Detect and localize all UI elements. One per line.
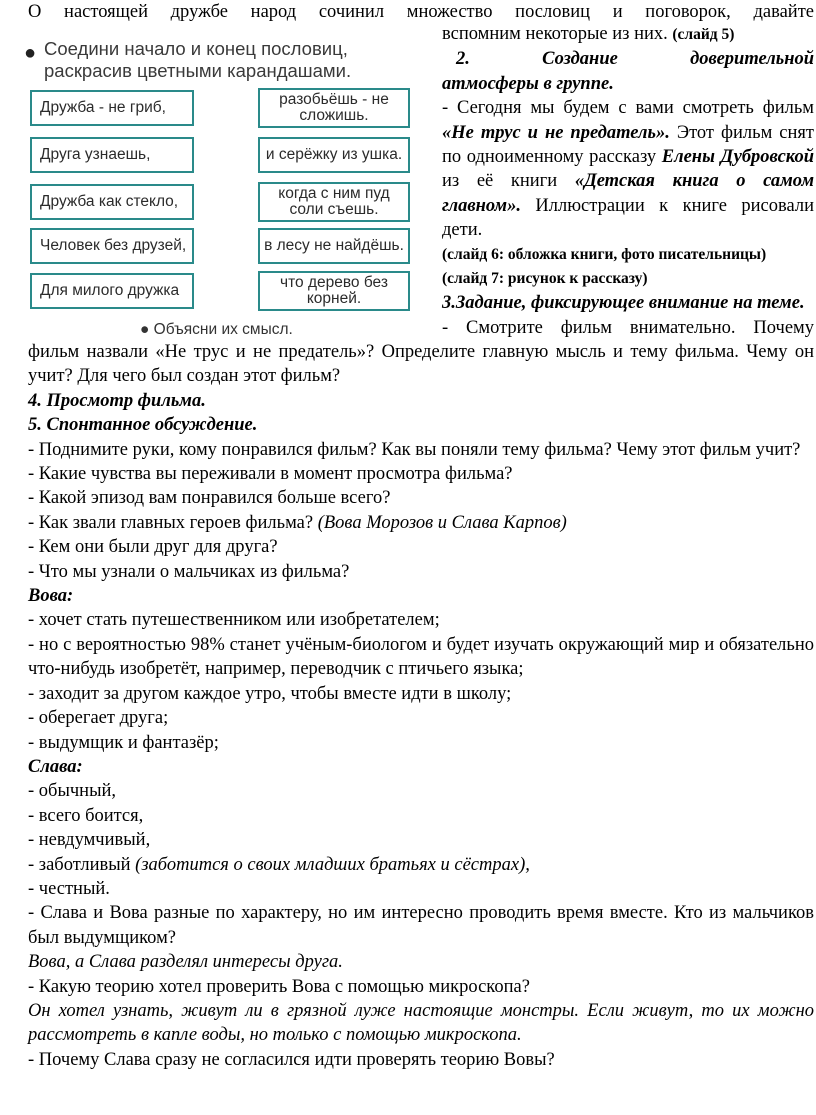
- slide-6-note: (слайд 6: обложка книги, фото писательницы): [442, 245, 767, 263]
- slava-trait: - обычный,: [28, 781, 117, 802]
- proverb-end-2: и серёжку из ушка.: [258, 137, 410, 173]
- question-4: - Как звали главных героев фильма? (Вова Морозов и Слава Карпов): [28, 512, 567, 533]
- section-5-heading: 5. Спонтанное обсуждение.: [28, 415, 258, 436]
- proverbs-worksheet-image: [24, 30, 428, 340]
- paragraph-film-intro: - Сегодня мы будем с вами смотреть фильм «Не трус и не предатель». Этот фильм снят по одноименному рассказу Елены Дубровской из её книги «Детская книга о самом главном». Иллюстрации к книге рисовали дети.: [442, 98, 815, 241]
- bullet-icon: ●: [140, 321, 154, 338]
- proverb-end-4: в лесу не найдёшь.: [258, 228, 410, 264]
- section-2-heading: 2. Создание доверительной: [456, 49, 814, 70]
- section-4-heading: 4. Просмотр фильма.: [28, 390, 206, 411]
- slava-trait: - честный.: [28, 878, 110, 899]
- vova-trait: - оберегает друга;: [28, 708, 169, 729]
- question-2: - Какие чувства вы переживали в момент просмотра фильма?: [28, 464, 513, 485]
- section-2-heading-cont: атмосферы в группе.: [442, 73, 614, 94]
- vova-trait: - но с вероятностью 98% станет учёным-биологом и будет изучать окружающий мир и обязательно что-нибудь изобретёт, например, переводчик с птичьего языка;: [28, 634, 814, 680]
- slava-trait: - заботливый (заботится о своих младших братьях и сёстрах),: [28, 854, 530, 875]
- worksheet-note: ● Объясни их смысл.: [140, 321, 293, 338]
- proverb-end-1: разобьёшь - не сложишь.: [258, 88, 410, 128]
- proverb-end-5: что дерево без корней.: [258, 271, 410, 311]
- question-7: - Слава и Вова разные по характеру, но им интересно проводить время вместе. Кто из мальчиков был выдумщиком?: [28, 903, 814, 948]
- question-9: - Почему Слава сразу не согласился идти проверять теорию Вовы?: [28, 1049, 555, 1070]
- paragraph-watch: - Смотрите фильм внимательно. Почему: [442, 317, 814, 338]
- vova-heading: Вова:: [28, 586, 74, 607]
- intro-line: О настоящей дружбе народ сочинил множество пословиц и поговорок, давайте: [28, 2, 814, 22]
- slide-7-note: (слайд 7: рисунок к рассказу): [442, 270, 648, 288]
- intro-continuation: вспомним некоторые из них. (слайд 5): [442, 24, 735, 44]
- proverb-start-5: Для милого дружка: [30, 273, 194, 309]
- question-1: - Поднимите руки, кому понравился фильм? Как вы поняли тему фильма? Чему этот фильм учит?: [28, 439, 801, 460]
- question-3: - Какой эпизод вам понравился больше всего?: [28, 488, 391, 509]
- answer-8: Он хотел узнать, живут ли в грязной луже настоящие монстры. Если живут, то их можно рассмотреть в капле воды, но только с помощью микроскопа.: [28, 1000, 814, 1046]
- proverb-start-2: Друга узнаешь,: [30, 137, 194, 173]
- right-column: [442, 22, 814, 340]
- answer-7: Вова, а Слава разделял интересы друга.: [28, 952, 343, 973]
- worksheet-title: ● Соедини начало и конец пословиц, раскрасив цветными карандашами.: [24, 38, 352, 81]
- vova-trait: - хочет стать путешественником или изобретателем;: [28, 610, 440, 631]
- paragraph-watch-cont: фильм назвали «Не трус и не предатель»? Определите главную мысль и тему фильма. Чему он учит? Для чего был создан этот фильм?: [28, 342, 814, 387]
- proverb-start-3: Дружба как стекло,: [30, 184, 194, 220]
- vova-trait: - выдумщик и фантазёр;: [28, 732, 219, 753]
- document-page: [24, 0, 815, 1070]
- question-5: - Кем они были друг для друга?: [28, 537, 278, 558]
- lower-body: [28, 340, 814, 1072]
- slava-trait: - всего боится,: [28, 805, 144, 826]
- section-3-heading: 3.Задание, фиксирующее внимание на теме.: [442, 293, 805, 314]
- bullet-icon: ●: [24, 42, 37, 64]
- question-8: - Какую теорию хотел проверить Вова с помощью микроскопа?: [28, 976, 530, 997]
- proverb-start-4: Человек без друзей,: [30, 228, 194, 264]
- proverb-end-3: когда с ним пуд соли съешь.: [258, 182, 410, 222]
- slava-trait: - невдумчивый,: [28, 830, 151, 851]
- slava-heading: Слава:: [28, 756, 83, 777]
- question-6: - Что мы узнали о мальчиках из фильма?: [28, 561, 350, 582]
- vova-trait: - заходит за другом каждое утро, чтобы вместе идти в школу;: [28, 683, 512, 704]
- proverb-start-1: Дружба - не гриб,: [30, 90, 194, 126]
